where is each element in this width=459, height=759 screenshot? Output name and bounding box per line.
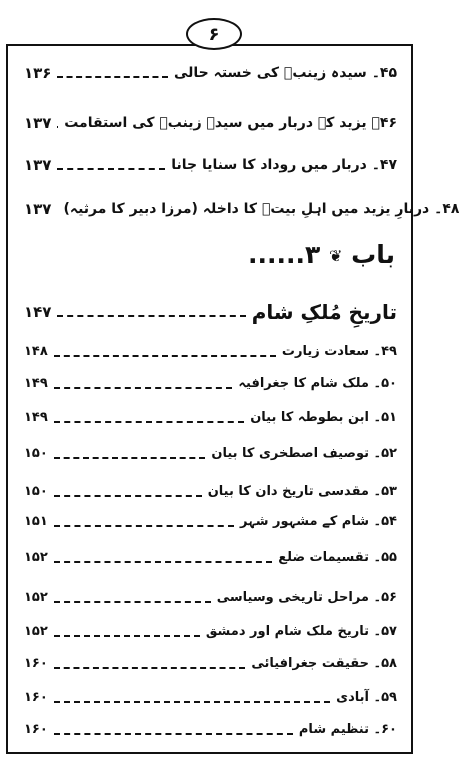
section-page: ۱۴۷ (24, 303, 52, 321)
toc-entry[interactable] (24, 656, 397, 671)
toc-entry-title: ۵۴۔ شام کے مشہور شہر (240, 514, 397, 529)
toc-entry[interactable] (24, 410, 397, 425)
toc-entry[interactable] (24, 624, 397, 639)
leader-dots (54, 733, 293, 735)
toc-entry-page: ۱۳۷ (24, 200, 52, 218)
leader-dots (54, 525, 234, 527)
toc-entry-page: ۱۵۲ (24, 590, 48, 605)
toc-entry[interactable] (24, 344, 397, 359)
ornament-icon: ❦ (328, 246, 343, 266)
leader-dots (54, 355, 276, 357)
leader-dots (54, 495, 202, 497)
leader-dots (54, 601, 211, 603)
toc-entry[interactable] (24, 722, 397, 737)
toc-entry-title: ۴۸۔ دربارِ یزید میں اہلِ بیتؑ کا داخلہ (مرزا دبیر کا مرثیہ) (63, 201, 459, 217)
toc-entry-title: ۵۷۔ تاریخ ملک شام اور دمشق (205, 624, 397, 639)
toc-entry[interactable] (24, 376, 397, 391)
leader-dots (54, 421, 244, 423)
leader-dots (54, 387, 233, 389)
toc-entry-page: ۱۳۶ (24, 64, 52, 82)
section-heading[interactable] (24, 300, 397, 324)
page-number: ۶ (186, 18, 242, 50)
toc-entry[interactable] (24, 550, 397, 565)
toc-entry[interactable] (24, 200, 459, 218)
page-border (6, 44, 413, 754)
toc-entry-title: ۵۳۔ مقدسی تاریخ دان کا بیان (207, 484, 397, 499)
toc-entry-page: ۱۶۰ (24, 656, 48, 671)
toc-entry-title: ۶۰۔ تنظیم شام (298, 722, 397, 737)
toc-entry[interactable] (24, 64, 397, 82)
toc-entry-page: ۱۶۰ (24, 722, 48, 737)
toc-entry-title: ۵۵۔ تقسیمات ضلع (278, 550, 397, 565)
toc-entry[interactable] (24, 114, 397, 132)
leader-dots (54, 457, 206, 459)
leader-dots (57, 315, 245, 317)
toc-entry-title: ۵۶۔ مراحل تاریخی وسیاسی (216, 590, 397, 605)
toc-entry-title: ۵۱۔ ابن بطوطہ کا بیان (250, 410, 397, 425)
toc-entry-page: ۱۵۰ (24, 446, 48, 461)
leader-dots (57, 76, 168, 78)
toc-entry-page: ۱۵۲ (24, 624, 48, 639)
toc-entry-title: ۴۵۔ سیدہ زینبؑ کی خستہ حالی (173, 65, 397, 81)
leader-dots (57, 168, 165, 170)
leader-dots (57, 126, 58, 128)
toc-entry-page: ۱۴۹ (24, 410, 48, 425)
toc-entry-title: ۴۷۔ دربار میں روداد کا سنایا جانا (171, 157, 397, 173)
toc-entry-page: ۱۳۷ (24, 156, 52, 174)
toc-entry[interactable] (24, 156, 397, 174)
toc-entry-title: ۵۰۔ ملک شام کا جغرافیہ (238, 376, 397, 391)
chapter-heading (248, 240, 395, 269)
toc-entry-page: ۱۳۷ (24, 114, 52, 132)
toc-entry[interactable] (24, 484, 397, 499)
toc-entry[interactable] (24, 514, 397, 529)
section-title: تاریخِ مُلکِ شام (251, 300, 397, 324)
toc-entry-title: ۵۸۔ حقیقت جغرافیائی (251, 656, 397, 671)
leader-dots (54, 561, 272, 563)
leader-dots (54, 667, 246, 669)
toc-entry-page: ۱۵۰ (24, 484, 48, 499)
toc-entry-page: ۱۵۱ (24, 514, 48, 529)
toc-entry-page: ۱۴۸ (24, 344, 48, 359)
toc-entry-page: ۱۶۰ (24, 690, 48, 705)
toc-entry-title: ۴۶۔ یزید کے دربار میں سیدہ زینبؑ کی استقامت (64, 115, 397, 131)
toc-entry-title: ۵۹۔ آبادی (336, 690, 397, 705)
leader-dots (54, 701, 330, 703)
chapter-word: باب (351, 240, 395, 269)
chapter-number: ۳...... (248, 240, 321, 269)
toc-entry-title: ۴۹۔ سعادت زیارت (281, 344, 397, 359)
toc-entry-title: ۵۲۔ توصیف اصطخری کا بیان (211, 446, 397, 461)
leader-dots (54, 635, 200, 637)
toc-entry-page: ۱۵۲ (24, 550, 48, 565)
toc-entry-page: ۱۴۹ (24, 376, 48, 391)
toc-entry[interactable] (24, 446, 397, 461)
toc-entry[interactable] (24, 690, 397, 705)
toc-entry[interactable] (24, 590, 397, 605)
